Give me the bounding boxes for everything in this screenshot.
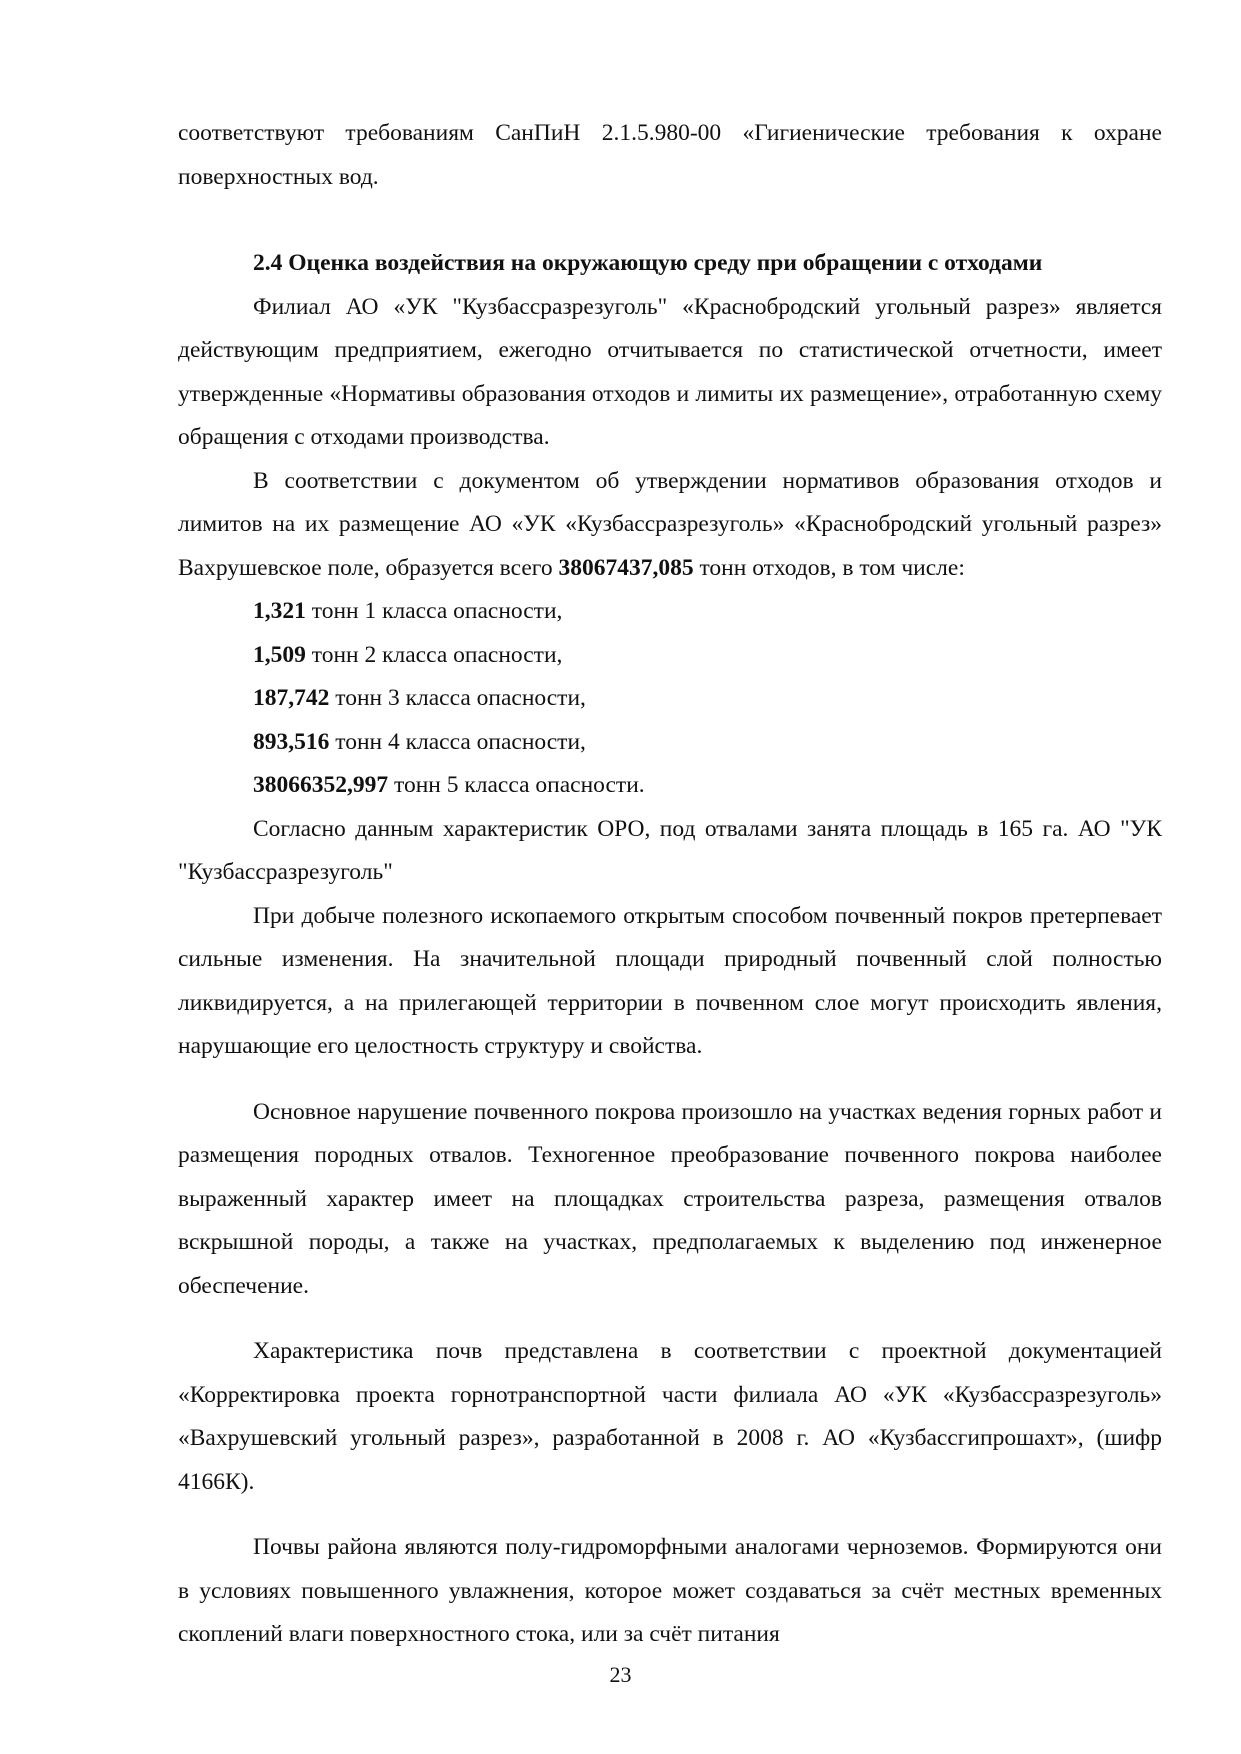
hazard-text: тонн 2 класса опасности, (305, 641, 563, 668)
document-page (178, 112, 1162, 1657)
list-item (178, 721, 1162, 765)
paragraph-norms (178, 460, 1162, 591)
hazard-amount: 1,509 (253, 641, 306, 668)
section-heading: 2.4 Оценка воздействия на окружающую среду при обращении с отходами (253, 250, 1043, 276)
paragraph-norms-tail: тонн отходов, в том числе: (693, 554, 965, 581)
paragraph-soils-region: Почвы района являются полу-гидроморфными аналогами черноземов. Формируются они в условиях повышенного увлажнения, которое может создаваться за счёт местных временных скоплений влаги поверхностного стока, или за счёт питания (178, 1534, 1162, 1647)
paragraph-norms-text: В соответствии с документом об утверждении нормативов образования отходов и лимитов на их размещение АО «УК «Кузбассразрезуголь» «Краснобродский угольный разрез» Вахрушевское поле, образуется всего (178, 467, 1162, 581)
list-item (178, 764, 1162, 808)
page-number: 23 (609, 1662, 632, 1687)
hazard-amount: 893,516 (253, 728, 330, 755)
list-item (178, 634, 1162, 678)
total-waste-amount: 38067437,085 (558, 554, 694, 581)
paragraph-disturbance: Основное нарушение почвенного покрова произошло на участках ведения горных работ и размещения породных отвалов. Техногенное преобразование почвенного покрова наиболее выраженный характер имеет на площадках строительства разреза, размещения отвалов вскрышной породы, а также на участках, предполагаемых к выделению под инженерное обеспечение. (178, 1098, 1162, 1299)
hazard-amount: 187,742 (253, 685, 330, 711)
hazard-text: тонн 1 класса опасности, (305, 598, 563, 624)
paragraph-oro: Согласно данным характеристик ОРО, под отвалами занята площадь в 165 га. АО "УК "Кузбассразрезуголь" (178, 815, 1162, 885)
paragraph-mining: При добыче полезного ископаемого открытым способом почвенный покров претерпевает сильные изменения. На значительной площади природный почвенный слой полностью ликвидируется, а на прилегающей территории в почвенном слое могут происходить явления, нарушающие его целостность структуру и свойства. (178, 902, 1162, 1059)
paragraph-branch: Филиал АО «УК "Кузбассразрезуголь" «Краснобродский угольный разрез» является действующим предприятием, ежегодно отчитывается по статистической отчетности, имеет утвержденные «Нормативы образования отходов и лимиты их размещение», отработанную схему обращения с отходами производства. (178, 293, 1162, 450)
list-item (178, 677, 1162, 721)
hazard-text: тонн 5 класса опасности. (388, 772, 645, 798)
hazard-class-list (178, 590, 1162, 808)
hazard-amount: 38066352,997 (253, 772, 389, 798)
hazard-text: тонн 3 класса опасности, (329, 685, 586, 711)
hazard-text: тонн 4 класса опасности, (329, 728, 586, 755)
list-item (178, 590, 1162, 634)
hazard-amount: 1,321 (253, 598, 306, 624)
intro-paragraph: соответствуют требованиям СанПиН 2.1.5.980-00 «Гигиенические требования к охране поверхностных вод. (178, 120, 1162, 190)
paragraph-soil-characteristics: Характеристика почв представлена в соответствии с проектной документацией «Корректировка проекта горнотранспортной части филиала АО «УК «Кузбассразрезуголь» «Вахрушевский угольный разрез», разработанной в 2008 г. АО «Кузбассгипрошахт», (шифр 4166К). (178, 1338, 1162, 1495)
